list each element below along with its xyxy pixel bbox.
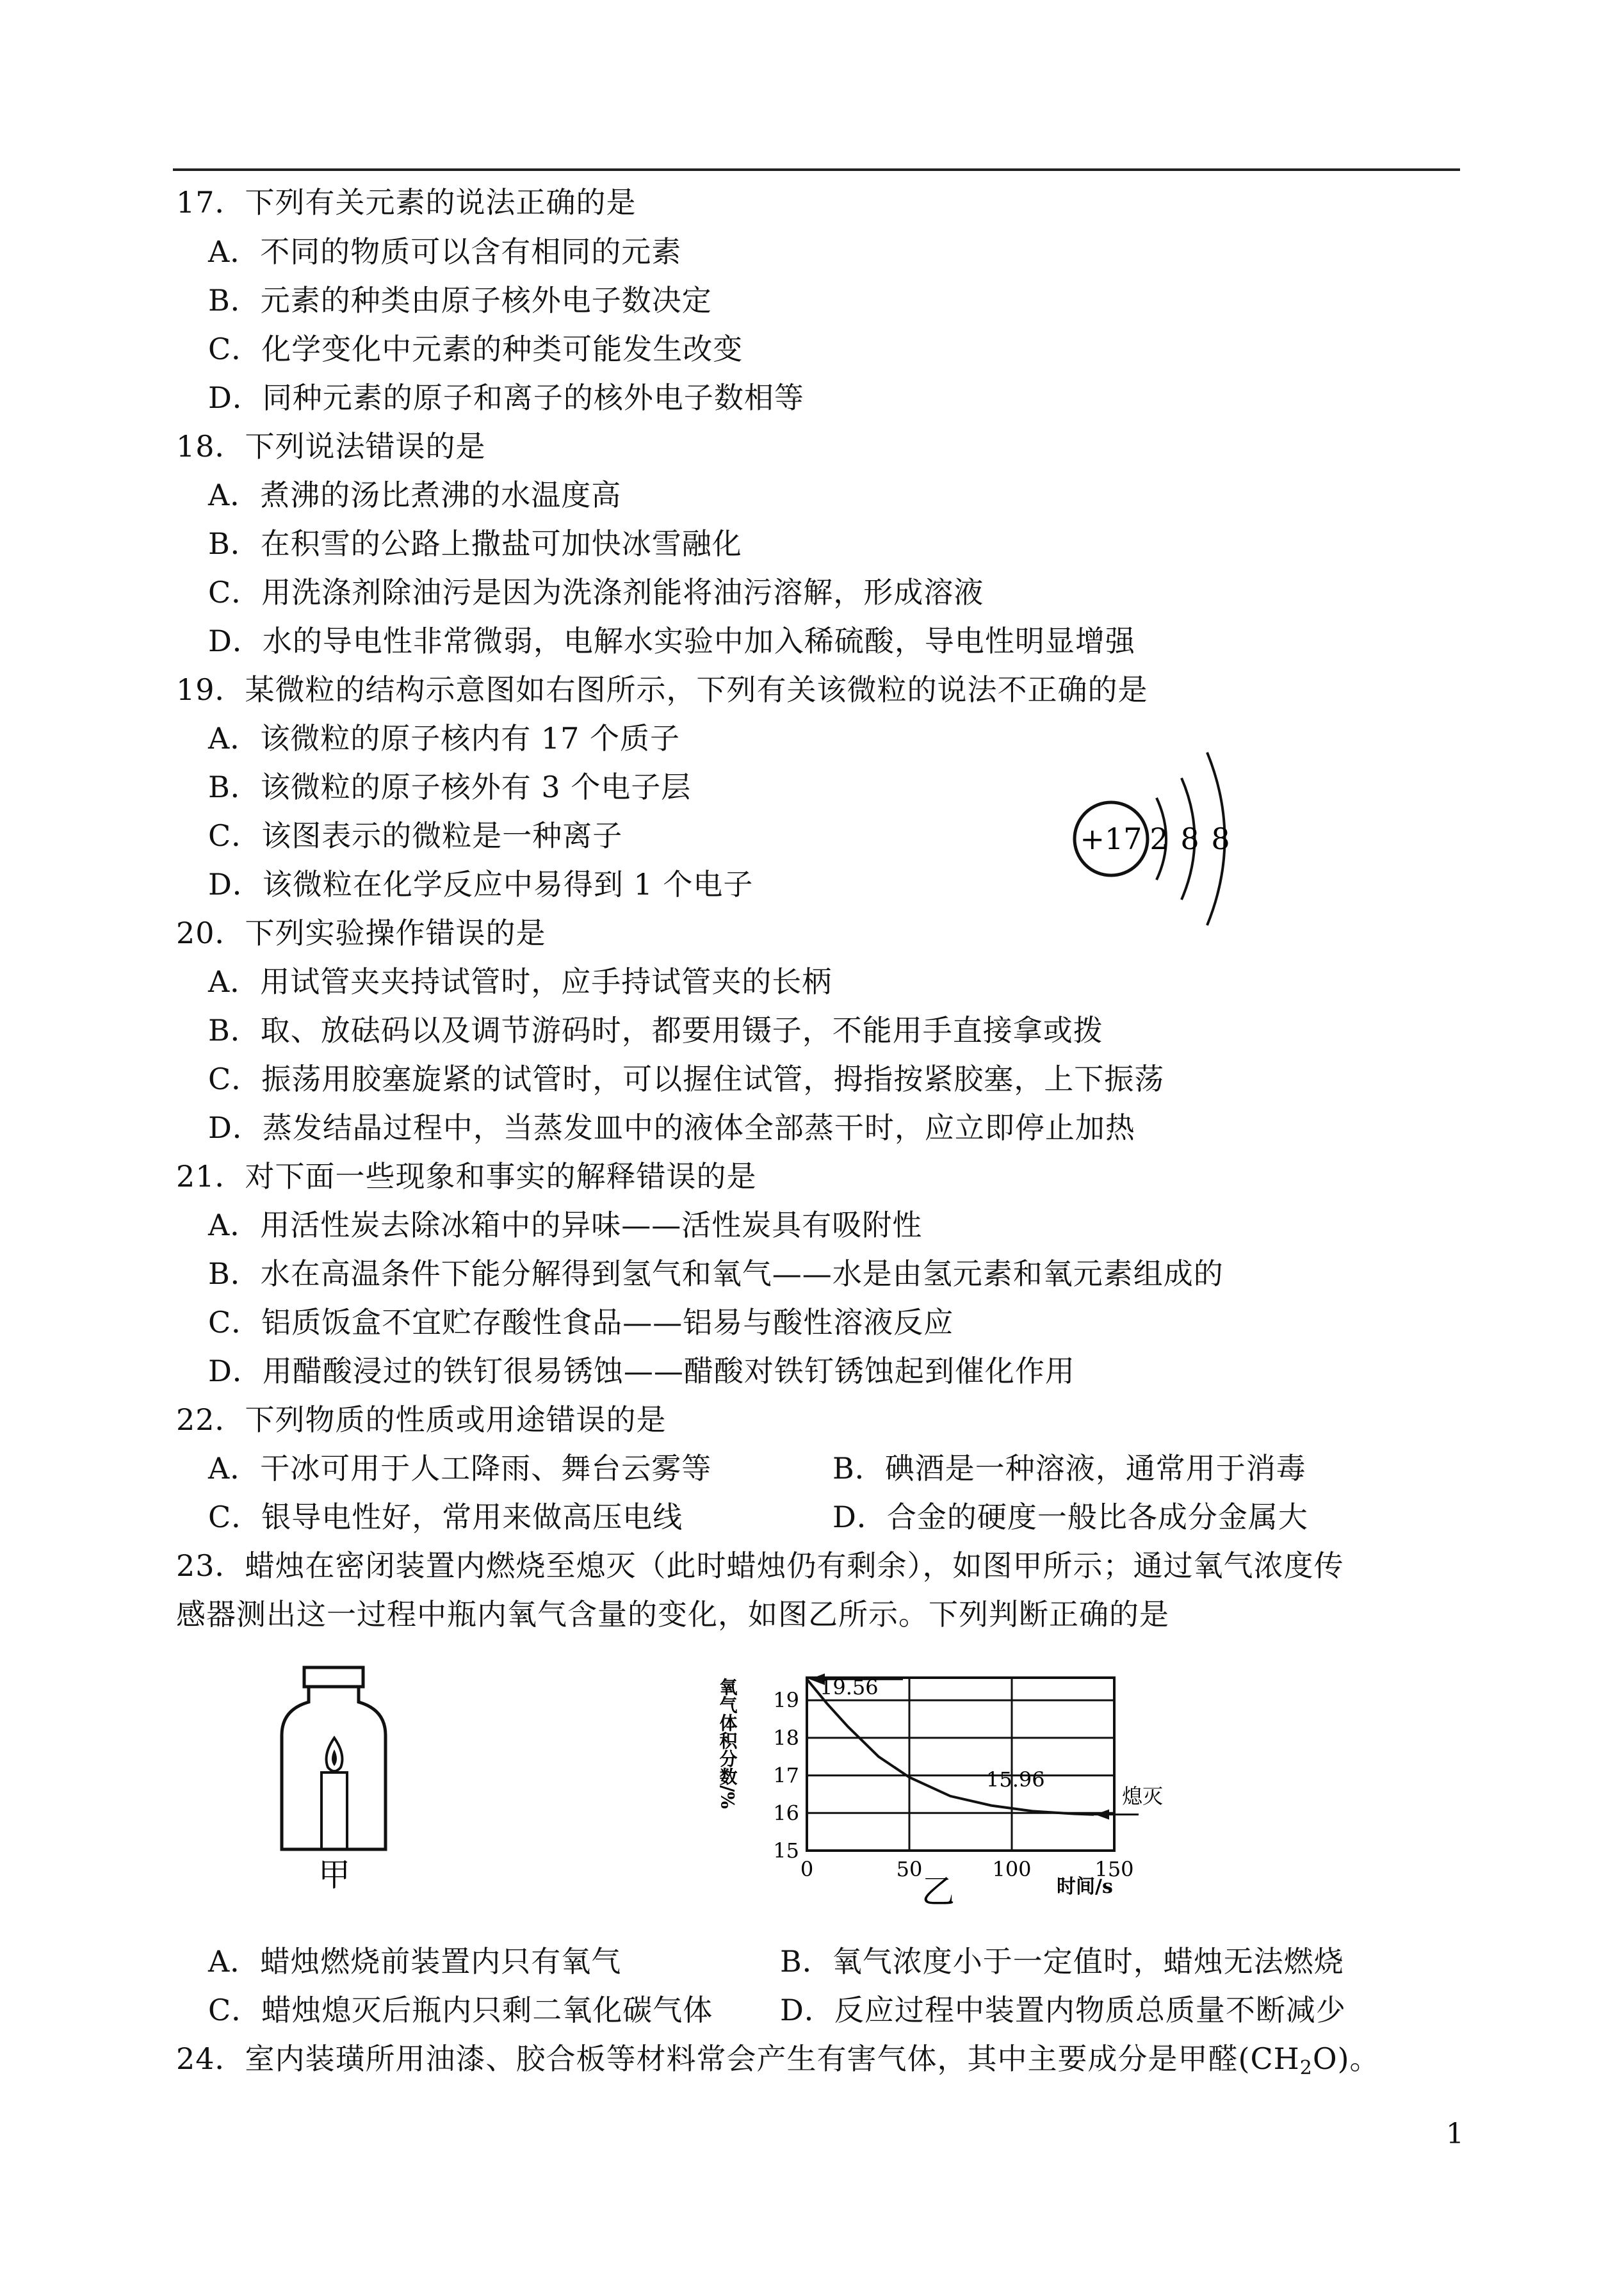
q23-stem-line1: 23．蜡烛在密闭装置内燃烧至熄灭（此时蜡烛仍有剩余），如图甲所示；通过氧气浓度传	[176, 1548, 1344, 1583]
header-rule	[173, 168, 1460, 171]
candle-body	[321, 1772, 347, 1849]
chart-start-value: 19.56	[820, 1675, 879, 1699]
q21-option-a: A．用活性炭去除冰箱中的异味——活性炭具有吸附性	[208, 1208, 923, 1242]
q20-option-d: D．蒸发结晶过程中，当蒸发皿中的液体全部蒸干时，应立即停止加热	[208, 1110, 1135, 1145]
fig-jia-label: 甲	[318, 1856, 350, 1894]
q22-stem: 22．下列物质的性质或用途错误的是	[176, 1402, 667, 1437]
q24-stem-post: O)。	[1312, 2041, 1380, 2076]
q24-stem	[176, 2039, 1380, 2088]
chart-end-value: 15.96	[986, 1767, 1045, 1792]
q18-option-a: A．煮沸的汤比煮沸的水温度高	[208, 478, 622, 512]
oxygen-line-chart	[717, 1665, 1204, 1908]
chart-end-arrowhead	[1095, 1810, 1109, 1820]
q21-stem: 21．对下面一些现象和事实的解释错误的是	[176, 1159, 757, 1194]
q17-option-a: A．不同的物质可以含有相同的元素	[208, 234, 682, 269]
chart-xtick-label: 150	[1094, 1857, 1134, 1881]
q22-option-b: B．碘酒是一种溶液，通常用于消毒	[832, 1451, 1306, 1486]
q23-option-a: A．蜡烛燃烧前装置内只有氧气	[208, 1944, 622, 1979]
q17-option-d: D．同种元素的原子和离子的核外电子数相等	[208, 380, 804, 415]
chart-xtick-label: 0	[800, 1857, 814, 1881]
q20-option-c: C．振荡用胶塞旋紧的试管时，可以握住试管，拇指按紧胶塞，上下振荡	[208, 1062, 1165, 1096]
bottle-candle-figure	[269, 1665, 410, 1895]
q19-option-b: B．该微粒的原子核外有 3 个电子层	[208, 770, 692, 804]
q22-option-c: C．银导电性好，常用来做高压电线	[208, 1500, 683, 1534]
nucleus-charge: +17	[1080, 822, 1142, 856]
q18-option-b: B．在积雪的公路上撒盐可加快冰雪融化	[208, 526, 742, 561]
chart-ytick-label: 16	[773, 1801, 799, 1826]
q21-option-b: B．水在高温条件下能分解得到氢气和氧气——水是由氢元素和氧元素组成的	[208, 1256, 1224, 1291]
chart-xtick-label: 100	[992, 1857, 1032, 1881]
q23-option-b: B．氧气浓度小于一定值时，蜡烛无法燃烧	[780, 1944, 1344, 1979]
q20-option-b: B．取、放砝码以及调节游码时，都要用镊子，不能用手直接拿或拨	[208, 1013, 1103, 1048]
chart-ytick-label: 19	[773, 1688, 799, 1713]
q17-stem: 17．下列有关元素的说法正确的是	[176, 185, 637, 220]
q22-option-d: D．合金的硬度一般比各成分金属大	[832, 1500, 1308, 1534]
q23-option-d: D．反应过程中装置内物质总质量不断减少	[780, 1993, 1346, 2027]
chart-end-label: 熄灭	[1122, 1784, 1164, 1808]
q19-option-a: A．该微粒的原子核内有 17 个质子	[208, 721, 680, 756]
chart-ytick-label: 18	[773, 1725, 799, 1750]
flame-inner	[332, 1749, 337, 1766]
chart-frame	[807, 1678, 1114, 1851]
q18-stem: 18．下列说法错误的是	[176, 429, 486, 464]
shell-electrons-2: 8	[1180, 822, 1199, 856]
q17-option-c: C．化学变化中元素的种类可能发生改变	[208, 332, 743, 366]
shell-electrons-1: 2	[1149, 822, 1169, 856]
chart-ytick-label: 17	[773, 1763, 799, 1788]
q23-stem-line2: 感器测出这一过程中瓶内氧气含量的变化，如图乙所示。下列判断正确的是	[176, 1597, 1169, 1632]
chart-ylabel: 氧气体积分数/%	[717, 1678, 738, 1809]
q19-stem: 19．某微粒的结构示意图如右图所示，下列有关该微粒的说法不正确的是	[176, 672, 1148, 707]
q17-option-b: B．元素的种类由原子核外电子数决定	[208, 283, 712, 318]
q24-stem-pre: 24．室内装璜所用油漆、胶合板等材料常会产生有害气体，其中主要成分是甲醛(CH	[176, 2041, 1300, 2076]
q19-option-d: D．该微粒在化学反应中易得到 1 个电子	[208, 867, 754, 902]
q20-option-a: A．用试管夹夹持试管时，应手持试管夹的长柄	[208, 964, 832, 999]
q21-option-d: D．用醋酸浸过的铁钉很易锈蚀——醋酸对铁钉锈蚀起到催化作用	[208, 1354, 1075, 1388]
q20-stem: 20．下列实验操作错误的是	[176, 916, 546, 950]
chart-xtick-label: 50	[896, 1857, 923, 1881]
page-number: 1	[1446, 2118, 1464, 2150]
q24-subscript: 2	[1299, 2057, 1313, 2079]
q21-option-c: C．铝质饭盒不宜贮存酸性食品——铝易与酸性溶液反应	[208, 1305, 954, 1340]
q18-option-d: D．水的导电性非常微弱，电解水实验中加入稀硫酸，导电性明显增强	[208, 624, 1135, 658]
chart-xlabel: 时间/s	[1057, 1876, 1113, 1898]
q22-option-a: A．干冰可用于人工降雨、舞台云雾等	[208, 1451, 712, 1486]
bottle-body	[282, 1687, 386, 1849]
bottle-cap	[304, 1667, 363, 1687]
chart-ytick-label: 15	[773, 1838, 799, 1863]
atom-structure-diagram	[1063, 743, 1255, 935]
shell-electrons-3: 8	[1211, 822, 1230, 856]
q23-option-c: C．蜡烛熄灭后瓶内只剩二氧化碳气体	[208, 1993, 713, 2027]
q19-option-c: C．该图表示的微粒是一种离子	[208, 818, 623, 853]
q18-option-c: C．用洗涤剂除油污是因为洗涤剂能将油污溶解，形成溶液	[208, 575, 984, 610]
chart-fig-yi-label: 乙	[921, 1873, 955, 1908]
